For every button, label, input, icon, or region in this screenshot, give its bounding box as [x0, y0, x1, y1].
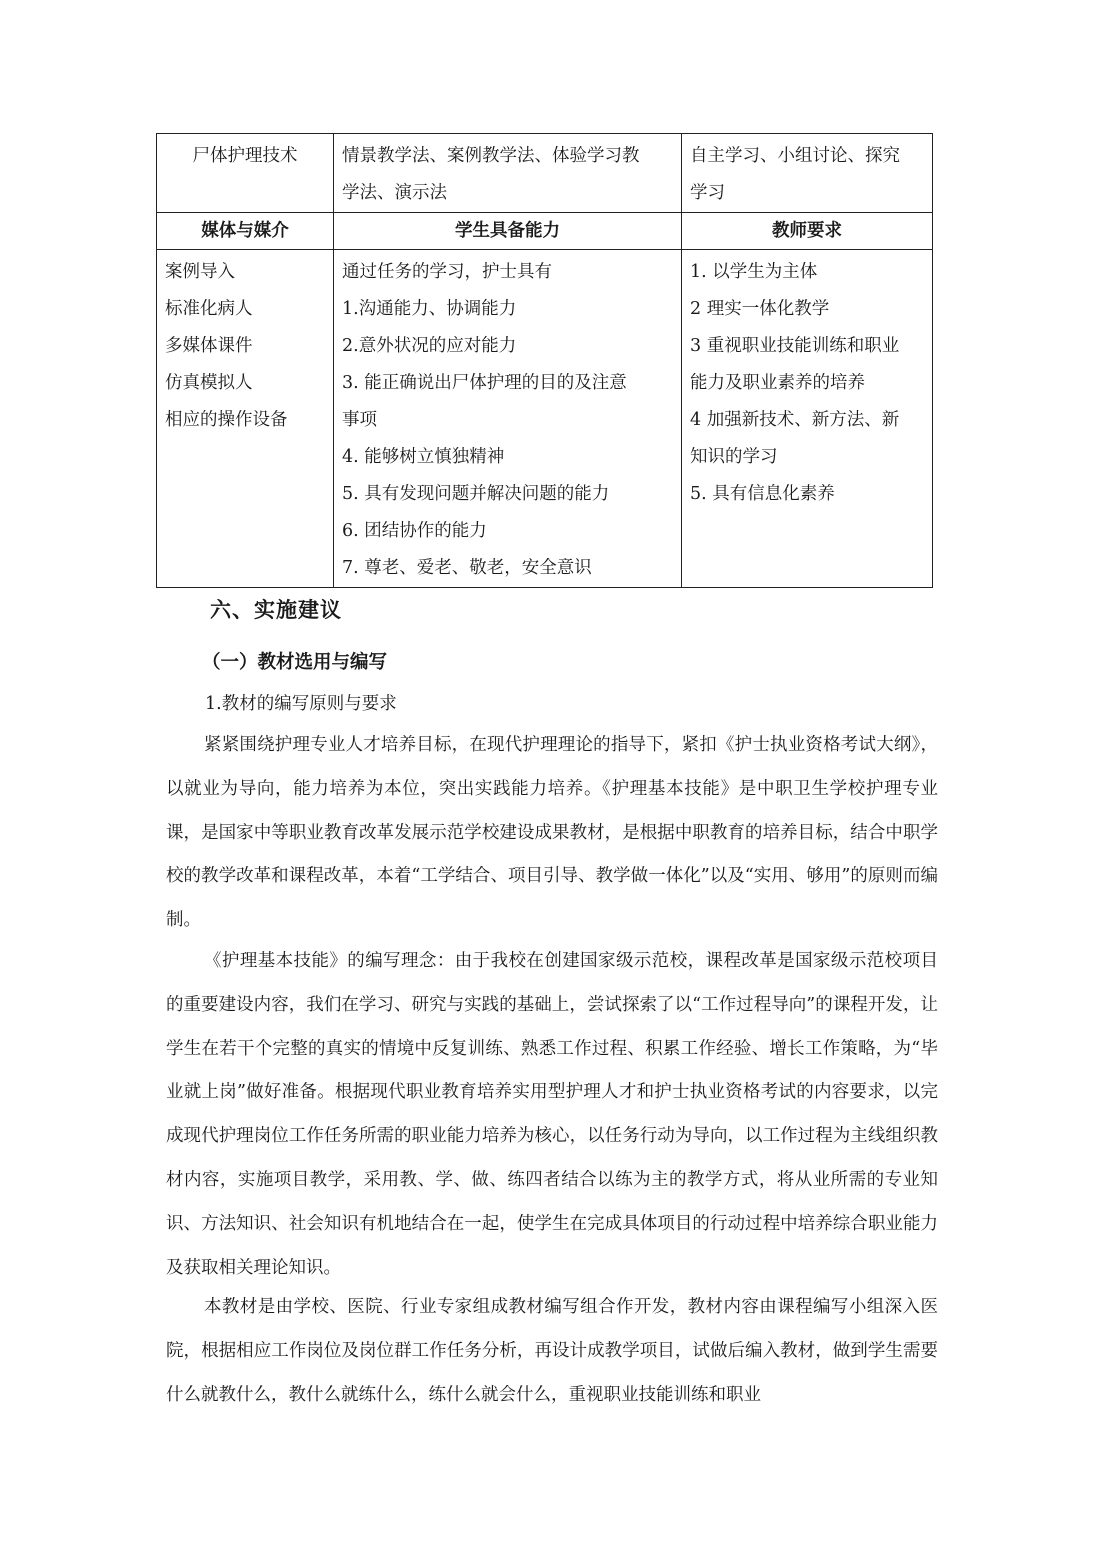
header-media: 媒体与媒介 [157, 213, 334, 250]
teacher-item: 5. 具有信息化素养 [690, 484, 835, 504]
table-row [157, 134, 933, 213]
media-item: 标准化病人 [165, 299, 253, 319]
media-item: 相应的操作设备 [165, 410, 288, 430]
paragraph: 紧紧围绕护理专业人才培养目标，在现代护理理论的指导下，紧扣《护士执业资格考试大纲》，以就业为导向，能力培养为本位，突出实践能力培养。《护理基本技能》是中职卫生学校护理专业课，是国家中等职业教育改革发展示范学校建设成果教材，是根据中职教育的培养目标，结合中职学校的教学改革和课程改革，本着“工学结合、项目引导、教学做一体化”以及“实用、够用”的原则而编制。 [166, 735, 938, 931]
media-item: 仿真模拟人 [165, 373, 253, 393]
teacher-item: 1. 以学生为主体 [690, 262, 818, 282]
ability-item: 1.沟通能力、协调能力 [342, 299, 517, 319]
media-cell [157, 250, 334, 588]
header-teacher: 教师要求 [682, 213, 933, 250]
ability-item: 6. 团结协作的能力 [342, 521, 487, 541]
ability-item: 3. 能正确说出尸体护理的目的及注意 [342, 373, 627, 393]
teacher-item: 3 重视职业技能训练和职业 [690, 336, 900, 356]
ability-item: 5. 具有发现问题并解决问题的能力 [342, 484, 610, 504]
abilities-cell [334, 250, 682, 588]
header-abilities: 学生具备能力 [334, 213, 682, 250]
teacher-item: 知识的学习 [690, 447, 778, 467]
table-header-row [157, 213, 933, 250]
teacher-item: 4 加强新技术、新方法、新 [690, 410, 900, 430]
teacher-item: 2 理实一体化教学 [690, 299, 830, 319]
media-item: 案例导入 [165, 262, 235, 282]
media-item: 多媒体课件 [165, 336, 253, 356]
subsection-title: （一）教材选用与编写 [202, 652, 388, 673]
ability-item: 7. 尊老、爱老、敬老，安全意识 [342, 558, 592, 578]
ability-item: 事项 [342, 410, 377, 430]
item-title: 1.教材的编写原则与要求 [205, 694, 397, 714]
methods-line: 学法、演示法 [342, 183, 447, 203]
section-title: 六、实施建议 [210, 598, 342, 622]
topic-cell [157, 134, 334, 213]
methods-line: 情景教学法、案例教学法、体验学习教 [342, 146, 640, 166]
paragraph: 《护理基本技能》的编写理念：由于我校在创建国家级示范校，课程改革是国家级示范校项目的重要建设内容，我们在学习、研究与实践的基础上，尝试探索了以“工作过程导向”的课程开发，让学生在若干个完整的真实的情境中反复训练、熟悉工作过程、积累工作经验、增长工作策略，为“毕业就上岗”做好准备。根据现代职业教育培养实用型护理人才和护士执业资格考试的内容要求，以完成现代护理岗位工作任务所需的职业能力培养为核心，以任务行动为导向，以工作过程为主线组织教材内容，实施项目教学，采用教、学、做、练四者结合以练为主的教学方式，将从业所需的专业知识、方法知识、社会知识有机地结合在一起，使学生在完成具体项目的行动过程中培养综合职业能力及获取相关理论知识。 [166, 951, 938, 1278]
teacher-item: 能力及职业素养的培养 [690, 373, 865, 393]
learning-line: 学习 [690, 183, 725, 203]
methods-cell [334, 134, 682, 213]
learning-cell [682, 134, 933, 213]
ability-item: 通过任务的学习，护士具有 [342, 262, 552, 282]
ability-item: 2.意外状况的应对能力 [342, 336, 517, 356]
learning-line: 自主学习、小组讨论、探究 [690, 146, 900, 166]
teaching-table [156, 133, 932, 588]
teacher-cell [682, 250, 933, 588]
table-row [157, 250, 933, 588]
topic-text: 尸体护理技术 [192, 146, 298, 166]
ability-item: 4. 能够树立慎独精神 [342, 447, 505, 467]
paragraph: 本教材是由学校、医院、行业专家组成教材编写组合作开发，教材内容由课程编写小组深入医院，根据相应工作岗位及岗位群工作任务分析，再设计成教学项目，试做后编入教材，做到学生需要什么就教什么，教什么就练什么，练什么就会什么，重视职业技能训练和职业 [166, 1297, 938, 1405]
